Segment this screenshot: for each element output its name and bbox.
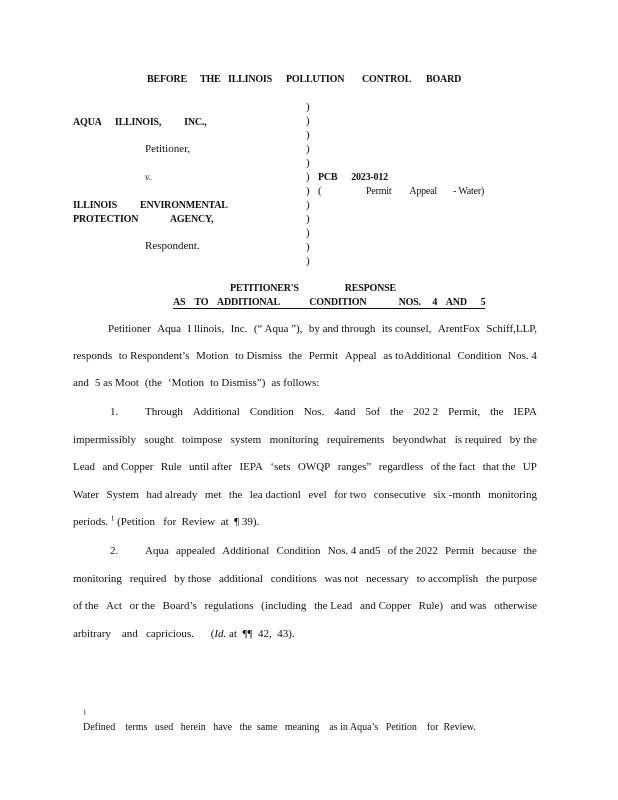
word: Rule) xyxy=(418,600,444,612)
word: Lead xyxy=(73,461,95,473)
word: Rule xyxy=(160,461,182,473)
paren: ) xyxy=(306,101,310,113)
word: the xyxy=(490,406,504,418)
text-line xyxy=(73,516,259,528)
word: 5 as Moot xyxy=(94,377,139,389)
footnote-text: Defined terms used herein have the same meaning as in Aqua’s Petition for Review. xyxy=(83,722,476,733)
case-type: Permit Appeal - Water) xyxy=(366,186,485,197)
word: 202 2 xyxy=(413,406,439,418)
word: required xyxy=(129,573,167,585)
word: Schiff,LLP, xyxy=(486,323,537,335)
word: monitoring xyxy=(488,489,537,501)
word: OWQP xyxy=(297,461,331,473)
word: ‘sets xyxy=(270,461,291,473)
word: that the xyxy=(482,461,516,473)
text-line xyxy=(108,323,537,335)
word: the Lead xyxy=(314,600,353,612)
word: Aqua xyxy=(145,545,169,557)
word: or the xyxy=(129,600,155,612)
citation: at ¶¶ 42, 43). xyxy=(229,628,295,640)
word: Act xyxy=(106,600,122,612)
word: and Copper xyxy=(359,600,411,612)
text-line xyxy=(73,377,537,389)
paren: ) xyxy=(306,129,310,141)
paren: ) xyxy=(306,227,310,239)
word: Water xyxy=(73,489,99,501)
word: additional xyxy=(218,573,263,585)
word: toimpose xyxy=(181,434,223,446)
word: to accomplish xyxy=(416,573,479,585)
footnote-reference[interactable]: 1 xyxy=(110,514,115,523)
word: conditions xyxy=(270,573,317,585)
word: for two xyxy=(334,489,367,501)
word: IEPA xyxy=(239,461,263,473)
header-word: CONTROL xyxy=(362,74,412,85)
word: and was xyxy=(450,600,487,612)
word: UP xyxy=(522,461,537,473)
word: as toAdditional xyxy=(383,350,451,362)
word: by and through xyxy=(308,323,376,335)
case-type-open: ( xyxy=(318,185,322,197)
word: monitoring xyxy=(269,434,319,446)
word: met xyxy=(204,489,222,501)
text-line xyxy=(73,350,537,362)
word: Nos. 4 and5 xyxy=(327,545,381,557)
word: beyondwhat xyxy=(392,434,447,446)
word: Appeal xyxy=(344,350,377,362)
word: evel xyxy=(308,489,327,501)
word: 5of xyxy=(365,406,381,418)
text-line: arbitrary and capricious. (Id. at ¶¶ 42, 43). xyxy=(73,628,295,640)
word: ‘Motion xyxy=(168,377,205,389)
word: Inc. xyxy=(230,323,248,335)
footnote-number: 1 xyxy=(83,708,87,717)
word: Board’s xyxy=(162,600,197,612)
word: ArentFox xyxy=(437,323,480,335)
word: and xyxy=(73,377,89,389)
respondent-role: Respondent. xyxy=(145,240,200,252)
word: system xyxy=(230,434,262,446)
word: periods. xyxy=(73,516,109,528)
respondent-name-line1: ILLINOIS ENVIRONMENTAL xyxy=(73,200,228,211)
word: Condition xyxy=(249,406,294,418)
word: System xyxy=(106,489,139,501)
word: I llinois, xyxy=(187,323,225,335)
paragraph-number: 1. xyxy=(110,406,119,418)
word: of the fact xyxy=(430,461,476,473)
header-word: POLLUTION xyxy=(286,74,345,85)
phrase: arbitrary and capricious. xyxy=(73,628,194,640)
word: Permit xyxy=(445,545,475,557)
word: IEPA xyxy=(513,406,537,418)
header-word: BEFORE xyxy=(147,74,187,85)
word: the xyxy=(228,489,243,501)
word: sought xyxy=(144,434,174,446)
word: because xyxy=(481,545,517,557)
word: consecutive xyxy=(373,489,426,501)
word: Permit, xyxy=(448,406,481,418)
word: otherwise xyxy=(494,600,537,612)
word: appealed xyxy=(176,545,216,557)
text-line xyxy=(73,461,537,473)
paren: ) xyxy=(306,255,310,267)
word: Through xyxy=(145,406,183,418)
word: necessary xyxy=(366,573,409,585)
case-number: PCB 2023-012 xyxy=(318,172,388,183)
citation: (Petition for Review at ¶ 39). xyxy=(117,516,260,528)
word: six -month xyxy=(433,489,481,501)
id-citation: Id. xyxy=(214,628,227,640)
word: Aqua xyxy=(157,323,182,335)
word: Additional xyxy=(192,406,240,418)
paren: ) xyxy=(306,115,310,127)
word: Petitioner xyxy=(108,323,151,335)
title-line1: PETITIONER'S RESPONSE xyxy=(230,283,396,294)
word: to Dismiss xyxy=(235,350,282,362)
word: the purpose xyxy=(485,573,537,585)
word: was not xyxy=(324,573,359,585)
word: 4and xyxy=(334,406,356,418)
word: lea dactionl xyxy=(249,489,301,501)
text-line xyxy=(73,434,537,446)
word: requirements xyxy=(326,434,385,446)
title-line2: AS TO ADDITIONAL CONDITION NOS. 4 AND 5 xyxy=(173,297,486,308)
text-line xyxy=(145,545,537,557)
paren: ) xyxy=(306,241,310,253)
paragraph-number: 2. xyxy=(110,545,119,557)
word: Condition xyxy=(276,545,321,557)
word: Motion xyxy=(196,350,229,362)
word: (the xyxy=(144,377,162,389)
word: (including xyxy=(261,600,307,612)
word: ranges” xyxy=(337,461,372,473)
word: regulations xyxy=(204,600,254,612)
header-word: ILLINOIS xyxy=(228,74,272,85)
paren: ) xyxy=(306,199,310,211)
versus: v. xyxy=(145,172,152,182)
word: Nos. xyxy=(303,406,325,418)
text-line xyxy=(145,406,537,418)
word: its counsel, xyxy=(381,323,432,335)
text-line xyxy=(73,573,537,585)
text-line xyxy=(73,600,537,612)
paren: ) xyxy=(306,157,310,169)
paren: ) xyxy=(306,213,310,225)
word: of the xyxy=(73,600,99,612)
word: to Dismiss”) xyxy=(210,377,266,389)
paren: ) xyxy=(306,185,310,197)
word: Permit xyxy=(308,350,339,362)
word: the xyxy=(390,406,404,418)
word: responds xyxy=(73,350,113,362)
word: until after xyxy=(189,461,233,473)
paren: ) xyxy=(306,171,310,183)
word: Condition xyxy=(457,350,502,362)
paren: ) xyxy=(306,143,310,155)
word: by the xyxy=(509,434,537,446)
word: as follows: xyxy=(271,377,320,389)
word: monitoring xyxy=(73,573,122,585)
word: the xyxy=(523,545,537,557)
word: Additional xyxy=(222,545,270,557)
petitioner-role: Petitioner, xyxy=(145,143,191,155)
word: of the 2022 xyxy=(387,545,438,557)
header-word: THE xyxy=(200,74,221,85)
petitioner-name: AQUA ILLINOIS, INC., xyxy=(73,117,207,128)
word: to Respondent’s xyxy=(118,350,190,362)
word: impermissibly xyxy=(73,434,136,446)
word: Nos. 4 xyxy=(508,350,537,362)
text-line xyxy=(73,489,537,501)
respondent-name-line2: PROTECTION AGENCY, xyxy=(73,214,214,225)
word: (“ Aqua ”), xyxy=(253,323,303,335)
word: by those xyxy=(174,573,212,585)
header-word: BOARD xyxy=(426,74,462,85)
word: regardless xyxy=(378,461,424,473)
word: and Copper xyxy=(102,461,154,473)
word: had already xyxy=(146,489,198,501)
word: the xyxy=(288,350,303,362)
word: is required xyxy=(454,434,502,446)
